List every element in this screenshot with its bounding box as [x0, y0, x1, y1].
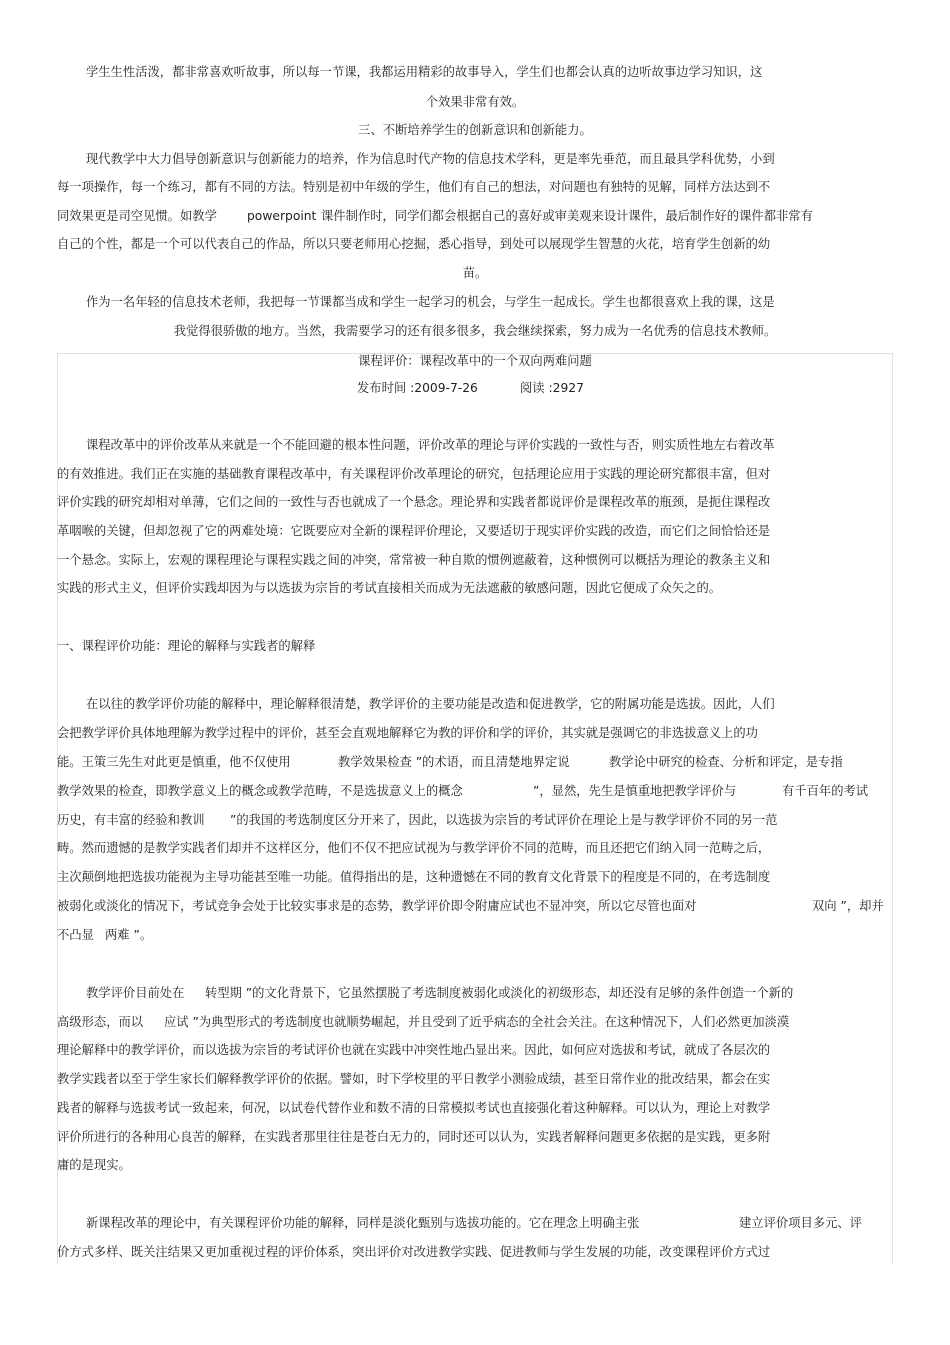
paragraph-line: 作为一名年轻的信息技术老师，我把每一节课都当成和学生一起学习的机会，与学生一起成长。学生也都很喜欢上我的课，这是: [86, 295, 775, 309]
paragraph-line: [57, 754, 843, 770]
paragraph-line: 会把教学评价具体地理解为教学过程中的评价，甚至会直观地解释它为教的评价和学的评价，其实就是强调它的非选拔意义上的功: [57, 726, 758, 740]
text-segment: 历史，有丰富的经验和教训: [57, 813, 205, 827]
paragraph-line: 自己的个性，都是一个可以代表自己的作品，所以只要老师用心挖掘，悉心指导，到处可以展现学生智慧的火花，培育学生创新的幼: [57, 237, 771, 251]
paragraph-line: 革咽喉的关键，但却忽视了它的两难处境：它既要应对全新的课程评价理论，又要适切于现实评价实践的改造，而它们之间恰恰还是: [57, 524, 771, 538]
text-segment: ”，显然，先生是慎重地把教学评价与: [533, 784, 737, 798]
text-segment: 有千百年的考试: [782, 784, 869, 798]
paragraph-line: 我觉得很骄傲的地方。当然，我需要学习的还有很多很多，我会继续探索，努力成为一名优秀的信息技术教师。: [173, 324, 777, 338]
section-heading: 三、不断培养学生的创新意识和创新能力。: [358, 123, 592, 137]
text-segment: 教学效果的检查，即教学意义上的概念或教学范畴，不是选拔意义上的概念: [57, 784, 463, 798]
paragraph-line: 在以往的教学评价功能的解释中，理论解释很清楚，教学评价的主要功能是改造和促进教学，它的附属功能是选拔。因此，人们: [86, 697, 775, 711]
text-segment: 应试 ”为典型形式的考选制度也就顺势崛起，并且受到了近乎病态的全社会关注。在这种情况下，人们必然更加淡漠: [164, 1015, 790, 1029]
paragraph-line: 实践的形式主义，但评价实践却因为与以选拔为宗旨的考试直接相关而成为无法遮蔽的敏感问题，因此它便成了众矢之的。: [57, 581, 722, 595]
publish-date: 发布时间 :2009-7-26: [357, 381, 478, 395]
article-frame-right: [892, 353, 893, 1265]
text-segment: 教学效果检查 ”的术语，而且清楚地界定说: [338, 755, 570, 769]
text-segment: 不凸显: [57, 928, 94, 942]
paragraph-line: 的有效推进。我们正在实施的基础教育课程改革中，有关课程评价改革理论的研究，包括理论应用于实践的理论研究都很丰富，但对: [57, 467, 771, 481]
paragraph-line: 现代教学中大力倡导创新意识与创新能力的培养，作为信息时代产物的信息技术学科，更是率先垂范，而且最具学科优势，小到: [86, 152, 775, 166]
text-segment: 建立评价项目多元、评: [739, 1216, 862, 1230]
paragraph-line: 每一项操作，每一个练习，都有不同的方法。特别是初中年级的学生，他们有自己的想法，对问题也有独特的见解，同样方法达到不: [57, 180, 771, 194]
text-segment: 能。王策三先生对此更是慎重，他不仅使用: [57, 755, 291, 769]
paragraph-line: [57, 1014, 790, 1030]
text-segment: 同效果更是司空见惯。如教学: [57, 209, 217, 223]
text-segment: 双向 ”，却并: [812, 899, 884, 913]
paragraph-line: 教学实践者以至于学生家长们解释教学评价的依据。譬如，时下学校里的平日教学小测验成绩，甚至日常作业的批改结果，都会在实: [57, 1072, 771, 1086]
paragraph-line: 价方式多样、既关注结果又更加重视过程的评价体系，突出评价对改进教学实践、促进教师与学生发展的功能，改变课程评价方式过: [57, 1245, 771, 1259]
paragraph-line: 评价实践的研究却相对单薄，它们之间的一致性与否也就成了一个悬念。理论界和实践者都说评价是课程改革的瓶颈，是扼住课程改: [57, 495, 771, 509]
paragraph-line: 践者的解释与选拔考试一致起来，何况，以试卷代替作业和数不清的日常模拟考试也直接强化着这种解释。可以认为，理论上对教学: [57, 1101, 771, 1115]
text-segment: 课件制作时，同学们都会根据自己的喜好或审美观来设计课件，最后制作好的课件都非常有: [321, 209, 813, 223]
text-segment: 教学评价目前处在: [86, 986, 185, 1000]
paragraph-line: [57, 812, 778, 828]
paragraph-line: 主次颠倒地把选拔功能视为主导功能甚至唯一功能。值得指出的是，这种遗憾在不同的教育文化背景下的程度是不同的，在考选制度: [57, 870, 771, 884]
text-segment: 两难 ”。: [105, 928, 153, 942]
read-count: 阅读 :2927: [520, 381, 584, 395]
text-segment: 教学论中研究的检查、分析和评定，是专指: [609, 755, 843, 769]
text-segment: 被弱化或淡化的情况下，考试竞争会处于比较实事求是的态势，教学评价即令附庸应试也不显冲突，所以它尽管也面对: [57, 899, 697, 913]
paragraph-line: [57, 783, 869, 799]
paragraph-line: 个效果非常有效。: [425, 95, 525, 109]
paragraph-line: 苗。: [462, 266, 488, 280]
article-title: 课程评价：课程改革中的一个双向两难问题: [358, 354, 592, 368]
paragraph-line: 学生生性活泼，都非常喜欢听故事，所以每一节课，我都运用精彩的故事导入，学生们也都会认真的边听故事边学习知识，这: [86, 65, 763, 79]
paragraph-line: 畴。然而遗憾的是教学实践者们却并不这样区分，他们不仅不把应试视为与教学评价不同的范畴，而且还把它们纳入同一范畴之后，: [57, 841, 771, 855]
paragraph-line: [86, 1215, 862, 1231]
text-segment: 转型期 ”的文化背景下，它虽然摆脱了考选制度被弱化或淡化的初级形态，却还没有足够的条件创造一个新的: [205, 986, 794, 1000]
text-segment: powerpoint: [247, 209, 317, 223]
paragraph-line: 庸的是现实。: [57, 1158, 131, 1172]
paragraph-line: 一个悬念。实际上，宏观的课程理论与课程实践之间的冲突，常常被一种自欺的惯例遮蔽着，这种惯例可以概括为理论的教条主义和: [57, 553, 771, 567]
paragraph-line: [86, 985, 794, 1001]
paragraph-line: [57, 208, 813, 224]
paragraph-line: [57, 927, 153, 943]
text-segment: 新课程改革的理论中，有关课程评价功能的解释，同样是淡化甄别与选拔功能的。它在理念上明确主张: [86, 1216, 640, 1230]
text-segment: ”的我国的考选制度区分开来了，因此，以选拔为宗旨的考试评价在理论上是与教学评价不同的另一范: [230, 813, 778, 827]
text-segment: 高级形态，而以: [57, 1015, 144, 1029]
article-meta: [357, 380, 584, 396]
paragraph-line: 理论解释中的教学评价，而以选拔为宗旨的考试评价也就在实践中冲突性地凸显出来。因此，如何应对选拔和考试，就成了各层次的: [57, 1043, 771, 1057]
paragraph-line: [57, 898, 884, 914]
section-heading: 一、课程评价功能：理论的解释与实践者的解释: [57, 639, 316, 653]
paragraph-line: 评价所进行的各种用心良苦的解释，在实践者那里往往是苍白无力的，同时还可以认为，实践者解释问题更多依据的是实践，更多附: [57, 1130, 771, 1144]
paragraph-line: 课程改革中的评价改革从来就是一个不能回避的根本性问题，评价改革的理论与评价实践的一致性与否，则实质性地左右着改革: [86, 438, 775, 452]
